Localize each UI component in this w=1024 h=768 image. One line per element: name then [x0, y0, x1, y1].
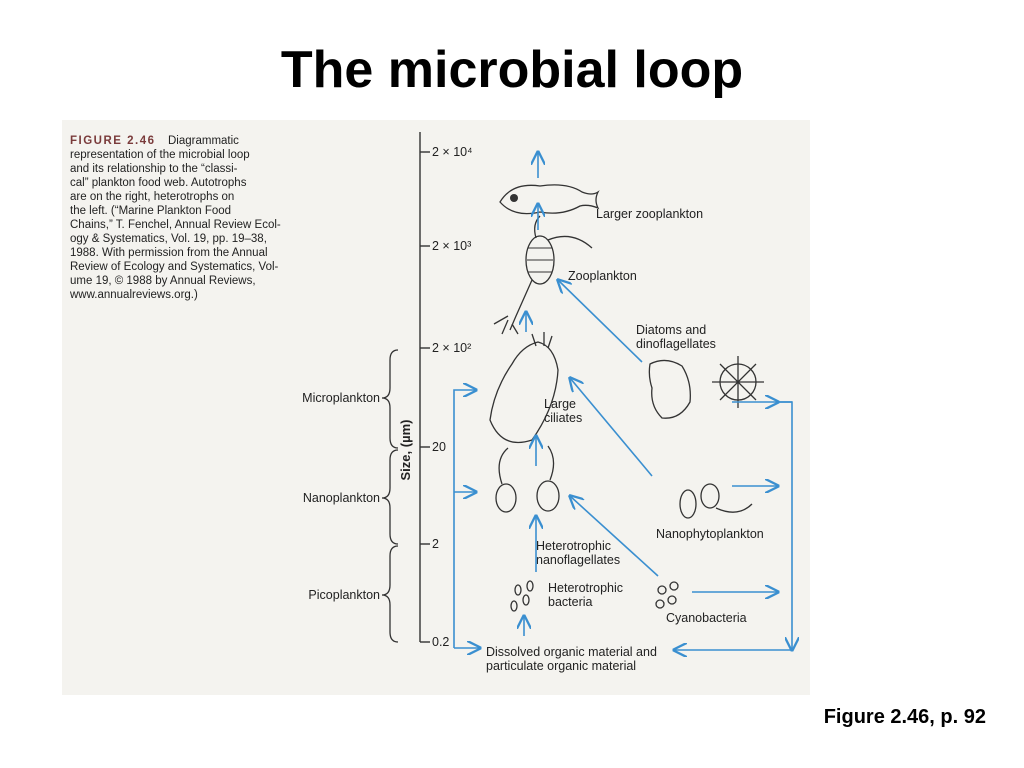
- axis-tick-label: 20: [432, 440, 446, 454]
- organism-label: Cyanobacteria: [666, 611, 747, 625]
- organism-label: Large: [544, 397, 576, 411]
- larger-zooplankton-drawing: [500, 185, 598, 214]
- slide-title: The microbial loop: [280, 41, 744, 99]
- organism-label: Larger zooplankton: [596, 207, 704, 221]
- diatom-drawing: [649, 356, 764, 418]
- axis-tick-label: 2: [432, 537, 439, 551]
- axis-tick-label: 0.2: [432, 635, 450, 649]
- caption-line: Chains,” T. Fenchel, Annual Review Ecol-: [70, 219, 281, 231]
- caption-line: Review of Ecology and Systematics, Vol-: [70, 261, 279, 273]
- organism-label: bacteria: [548, 595, 593, 609]
- size-class-label: Picoplankton: [308, 588, 380, 602]
- organism-label: dinoflagellates: [636, 337, 716, 351]
- organism-label: Dissolved organic material and: [486, 645, 657, 659]
- large-ciliate-drawing: [490, 332, 558, 443]
- organism-label: Zooplankton: [568, 269, 637, 283]
- figure-panel: [62, 120, 810, 695]
- organism-label: Diatoms and: [636, 323, 707, 337]
- axis-tick-label: 2 × 10²: [432, 341, 472, 355]
- cyanobacteria-drawing: [656, 582, 678, 608]
- caption-line: representation of the microbial loop: [70, 149, 250, 161]
- figure-reference: Figure 2.46, p. 92: [823, 706, 986, 728]
- organism-label: nanoflagellates: [536, 553, 621, 567]
- axis-title: Size, (µm): [398, 419, 413, 481]
- size-class-braces: [302, 350, 398, 642]
- bacteria-drawing: [511, 581, 533, 611]
- organism-label: particulate organic material: [486, 659, 637, 673]
- size-class-label: Microplankton: [302, 391, 380, 405]
- caption-line: the left. (“Marine Plankton Food: [70, 205, 232, 217]
- caption-line: are on the right, heterotrophs on: [70, 191, 235, 203]
- figure-caption: [69, 135, 281, 301]
- nanophytoplankton-drawing: [680, 484, 752, 518]
- size-class-label: Nanoplankton: [302, 491, 380, 505]
- caption-line: ume 19, © 1988 by Annual Reviews,: [70, 275, 256, 287]
- organism-label: Nanophytoplankton: [656, 527, 764, 541]
- caption-line: ogy & Systematics, Vol. 19, pp. 19–38,: [70, 233, 267, 245]
- microbial-loop-diagram: [62, 120, 810, 695]
- caption-line: www.annualreviews.org.): [70, 289, 198, 301]
- axis-tick-label: 2 × 10³: [432, 239, 472, 253]
- organism-label: ciliates: [544, 411, 583, 425]
- nanoflagellate-drawing: [496, 446, 559, 512]
- organism-label: Heterotrophic: [536, 539, 612, 553]
- caption-line: cal” plankton food web. Autotrophs: [70, 177, 247, 189]
- caption-line: and its relationship to the “classi-: [70, 163, 238, 175]
- axis-tick-label: 2 × 10⁴: [432, 145, 473, 159]
- caption-label: FIGURE 2.46: [70, 135, 156, 147]
- caption-line: 1988. With permission from the Annual: [70, 247, 268, 259]
- caption-line: Diagrammatic: [168, 135, 239, 147]
- organism-label: Heterotrophic: [548, 581, 624, 595]
- food-web-arrows: [454, 152, 792, 650]
